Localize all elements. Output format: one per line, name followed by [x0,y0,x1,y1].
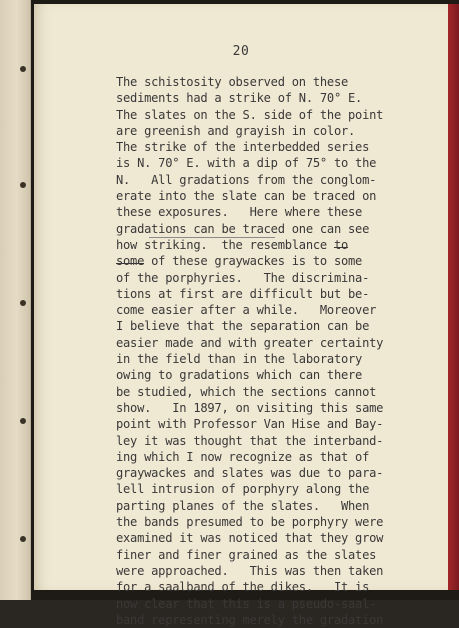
text-line: the bands presumed to be porphyry were [116,515,384,530]
struck-out-word: to [333,237,349,252]
text-line: lell intrusion of porphyry along the [116,482,370,497]
text-line: owing to gradations which can there [116,368,363,383]
red-binding-strip [448,4,459,590]
typed-text-block [116,74,459,628]
text-line: be studied, which the sections cannot [116,384,377,399]
text-line: graywackes and slates was due to para- [116,466,384,481]
text-line: show. In 1897, on visiting this same [116,400,384,415]
text-line: in the field than in the laboratory [116,352,363,367]
text-segment: how striking. the resemblance [116,237,327,252]
binding-stitch [20,182,26,188]
text-line: The strike of the interbedded series [116,140,370,155]
text-line: gradations can be traced one can see [116,221,370,236]
paper-page [34,4,448,627]
text-line: point with Professor Van Hise and Bay- [116,417,384,432]
text-line: now clear that this is a pseudo-saal- [116,596,377,611]
text-line: sediments had a strike of N. 70° E. [116,91,363,106]
text-line: The schistosity observed on these [116,75,349,89]
text-line: for a saalband of the dikes. It is [116,580,370,595]
text-line: is N. 70° E. with a dip of 75° to the [116,156,377,171]
text-line: I believe that the separation can be [116,319,370,334]
text-line: easier made and with greater certainty [116,335,384,350]
text-line: these exposures. Here where these [116,205,363,220]
binding-stitch [20,536,26,542]
text-line: erate into the slate can be traced on [116,189,377,204]
text-line: ing which I now recognize as that of [116,449,370,464]
text-line: ley it was thought that the interband- [116,433,384,448]
page-number: 20 [232,44,250,59]
text-line: band representing merely the gradation [116,612,384,627]
text-line: The slates on the S. side of the point [116,107,384,122]
text-line: tions at first are difficult but be- [116,286,370,301]
binding-stitch [20,418,26,424]
text-line [116,253,459,269]
text-line: N. All gradations from the conglom- [116,172,377,187]
text-line: were approached. This was then taken [116,563,384,578]
text-line: come easier after a while. Moreover [116,303,377,318]
text-segment: of these graywackes is to some [151,254,363,269]
text-line: are greenish and grayish in color. [116,123,356,138]
text-line [116,237,459,253]
notebook-binding-edge [0,0,31,600]
text-line: finer and finer grained as the slates [116,547,377,562]
struck-out-word: some [116,254,145,269]
text-line: of the porphyries. The discrimina- [116,270,370,285]
binding-stitch [20,300,26,306]
binding-stitch [20,66,26,72]
text-line: examined it was noticed that they grow [116,531,384,546]
text-line: parting planes of the slates. When [116,498,370,513]
